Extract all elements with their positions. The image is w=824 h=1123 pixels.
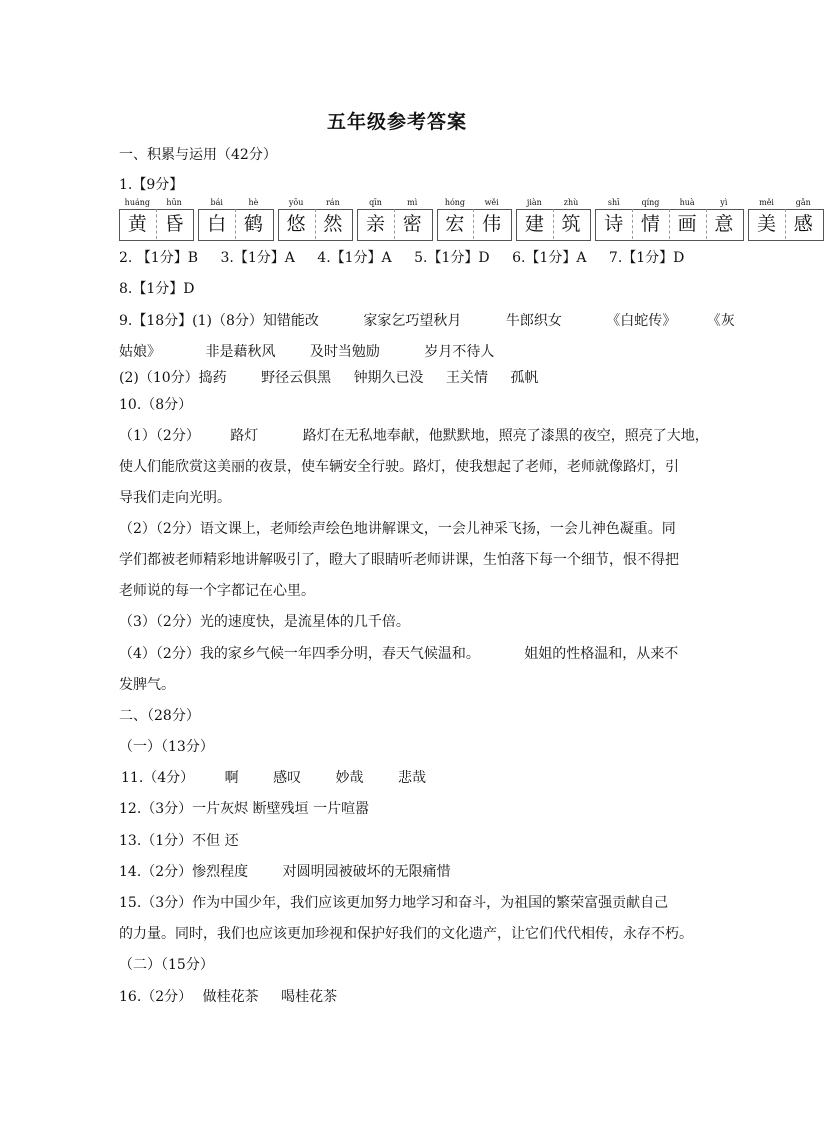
section-2-part-1: （一）（13分） xyxy=(119,739,214,755)
q9-part-2: 家家乞巧望秋月 xyxy=(363,313,462,329)
pinyin: shī xyxy=(607,198,620,207)
q10-answer-4-line-2: 发脾气。 xyxy=(119,677,175,693)
cell-divider xyxy=(706,209,707,239)
q9-part-10: (2)（10分）捣药 xyxy=(119,370,227,386)
q14-answer-1: 14.（2分）惨烈程度 xyxy=(119,864,249,880)
q14-answer-2: 对圆明园被破坏的无限痛惜 xyxy=(282,864,451,880)
question-10-label: 10.（8分） xyxy=(119,397,193,413)
hanzi: 美 xyxy=(757,213,777,235)
hanzi: 情 xyxy=(640,213,660,235)
q11-answer-1: 啊 xyxy=(224,770,239,786)
q9-part-13: 王关情 xyxy=(446,370,489,386)
q9-part-9: 岁月不待人 xyxy=(424,344,495,360)
section-1-heading: 一、积累与运用（42分） xyxy=(119,147,277,163)
q10-answer-2-line-2: 学们都被老师精彩地讲解吸引了，瞪大了眼睛听老师讲课，生怕落下每一个细节，恨不得把 xyxy=(119,552,679,568)
q10-1-word: 路灯 xyxy=(230,428,259,444)
hanzi: 昏 xyxy=(164,213,184,235)
pinyin: měi xyxy=(759,198,774,207)
q16-answer-2: 喝桂花茶 xyxy=(281,989,338,1005)
hanzi: 伟 xyxy=(482,213,502,235)
q11-answer-4: 悲哉 xyxy=(397,770,426,786)
q10-answer-2-line-3: 老师说的每一个字都记在心里。 xyxy=(119,583,315,599)
answer-q2: 2. 【1分】B xyxy=(119,250,199,266)
q11-answer-3: 妙哉 xyxy=(335,770,364,786)
q10-1-text: 路灯在无私地奉献，他默默地，照亮了漆黑的夜空，照亮了大地， xyxy=(302,428,709,444)
question-14 xyxy=(119,863,451,881)
q9-part-11: 野径云俱黑 xyxy=(261,370,332,386)
q9-part-1: 9.【18分】(1)（8分）知错能改 xyxy=(119,313,319,329)
answer-q3: 3.【1分】A xyxy=(220,250,295,266)
pinyin: qíng xyxy=(641,198,660,207)
q10-answer-2-line-1: （2）（2分）语文课上，老师绘声绘色地讲解课文，一会儿神采飞扬，一会儿神色凝重。同 xyxy=(119,521,676,537)
hanzi: 鹤 xyxy=(243,213,263,235)
answer-q4: 4.【1分】A xyxy=(317,250,392,266)
q9-part-12: 钟期久已没 xyxy=(353,370,424,386)
q10-4-text-2: 姐姐的性格温和，从来不 xyxy=(524,646,679,662)
q9-part-14: 孤帆 xyxy=(510,370,539,386)
pinyin: gǎn xyxy=(795,198,811,207)
q10-answer-1-line-2: 使人们能欣赏这美丽的夜景，使车辆安全行驶。路灯，使我想起了老师，老师就像路灯，引 xyxy=(119,459,679,475)
hanzi: 密 xyxy=(402,213,422,235)
q10-4-text: （4）（2分）我的家乡气候一年四季分明，春天气候温和。 xyxy=(119,646,480,662)
q10-answer-1-line-3: 导我们走向光明。 xyxy=(119,490,231,506)
pinyin: jiàn xyxy=(526,198,542,207)
hanzi: 黄 xyxy=(127,213,147,235)
cell-divider xyxy=(156,209,157,239)
pinyin: yì xyxy=(720,198,728,207)
page-title: 五年级参考答案 xyxy=(326,111,467,133)
questions-2-to-7 xyxy=(119,249,684,267)
q9-part-3: 牛郎织女 xyxy=(505,313,562,329)
pinyin: bái xyxy=(210,198,223,207)
pinyin: zhù xyxy=(563,198,579,207)
q9-part-7: 非是藉秋风 xyxy=(205,344,276,360)
pinyin: rán xyxy=(325,198,340,207)
q10-answer-4-line-1 xyxy=(119,645,678,663)
hanzi: 白 xyxy=(207,213,227,235)
question-9-line-2 xyxy=(119,343,494,361)
question-15-line-2: 的力量。同时，我们也应该更加珍视和保护好我们的文化遗产，让它们代代相传，永存不朽。 xyxy=(119,926,693,942)
q10-1-label: （1）（2分） xyxy=(119,428,200,444)
hanzi: 感 xyxy=(793,213,813,235)
q10-answer-1-line-1 xyxy=(119,427,709,445)
hanzi: 画 xyxy=(677,213,697,235)
q16-label: 16.（2分） xyxy=(119,989,193,1005)
q9-part-6: 姑娘》 xyxy=(119,344,161,360)
cell-divider xyxy=(235,209,236,239)
cell-divider xyxy=(669,209,670,239)
cell-divider xyxy=(473,209,474,239)
cell-divider xyxy=(553,209,554,239)
q9-part-5: 《灰 xyxy=(706,313,735,329)
question-13: 13.（1分）不但 还 xyxy=(119,833,239,849)
q9-part-8: 及时当勉励 xyxy=(309,344,380,360)
answer-q6: 6.【1分】A xyxy=(512,250,587,266)
cell-divider xyxy=(394,209,395,239)
pinyin: hóng xyxy=(444,198,466,207)
cell-divider xyxy=(632,209,633,239)
hanzi: 然 xyxy=(323,213,343,235)
question-11 xyxy=(121,769,426,787)
hanzi: 诗 xyxy=(604,213,624,235)
pinyin: huà xyxy=(679,198,695,207)
hanzi: 建 xyxy=(524,213,544,235)
question-9-line-3 xyxy=(119,369,538,387)
pinyin: yōu xyxy=(288,198,304,207)
hanzi: 悠 xyxy=(286,213,306,235)
section-2-heading: 二、（28分） xyxy=(119,708,200,724)
pinyin: hūn xyxy=(166,198,182,207)
q11-label: 11.（4分） xyxy=(121,770,195,786)
hanzi: 宏 xyxy=(445,213,465,235)
pinyin: huáng xyxy=(124,198,151,207)
answer-q5: 5.【1分】D xyxy=(414,250,490,266)
hanzi: 亲 xyxy=(366,213,386,235)
answer-q7: 7.【1分】D xyxy=(608,250,685,266)
hanzi: 筑 xyxy=(561,213,581,235)
answer-q8: 8.【1分】D xyxy=(119,281,195,297)
question-15-line-1: 15.（3分）作为中国少年，我们应该更加努力地学习和奋斗，为祖国的繁荣富强贡献自己 xyxy=(119,895,669,911)
pinyin: mì xyxy=(407,198,418,207)
pinyin: hè xyxy=(248,198,259,207)
cell-divider xyxy=(785,209,786,239)
pinyin: qīn xyxy=(369,198,382,207)
q9-part-4: 《白蛇传》 xyxy=(606,313,677,329)
pinyin: wěi xyxy=(484,198,499,207)
hanzi: 意 xyxy=(714,213,734,235)
section-2-part-2: （二）（15分） xyxy=(119,957,214,973)
question-12: 12.（3分）一片灰烬 断壁残垣 一片喧嚣 xyxy=(119,801,370,817)
question-1-label: 1.【9分】 xyxy=(119,177,184,193)
question-16 xyxy=(119,988,337,1006)
q16-answer-1: 做桂花茶 xyxy=(202,989,259,1005)
cell-divider xyxy=(315,209,316,239)
question-9-line-1 xyxy=(119,312,735,330)
q10-answer-3: （3）（2分）光的速度快，是流星体的几千倍。 xyxy=(119,614,410,630)
q11-answer-2: 感叹 xyxy=(273,770,302,786)
